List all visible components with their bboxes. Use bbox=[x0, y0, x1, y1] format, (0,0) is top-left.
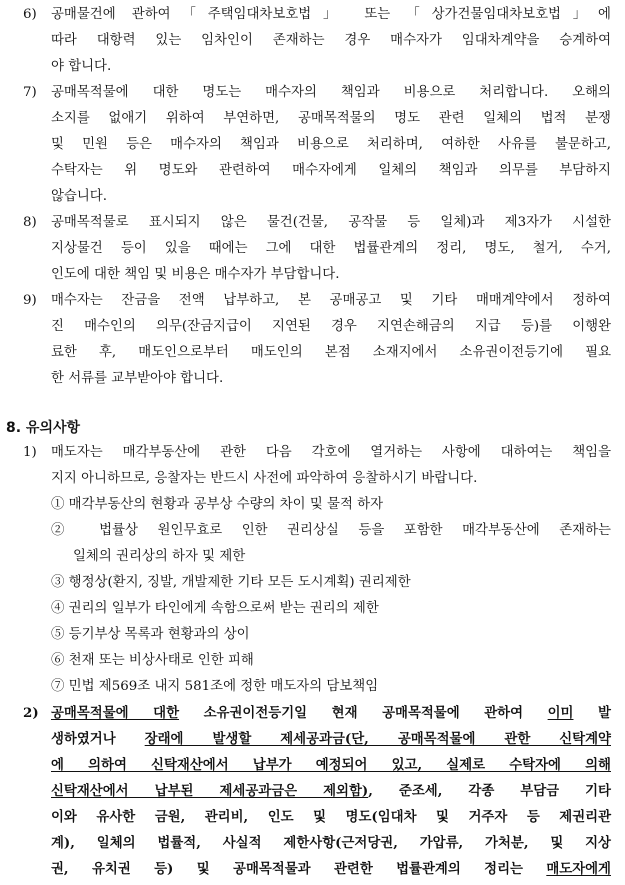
clause-6: ⑥ 천재 또는 비상사태로 인한 피해 bbox=[51, 653, 254, 668]
item-6-line-3: 야 합니다. bbox=[51, 59, 112, 74]
section-heading: 8. 유의사항 bbox=[6, 420, 81, 436]
item-9-line-4: 한 서류를 교부받아야 합니다. bbox=[51, 371, 224, 386]
notice-2-line-7 bbox=[51, 860, 611, 878]
item-6-line-1: 공매물건에 관하여「주택임대차보호법」 또는 「상가건물임대차보호법」에 bbox=[51, 7, 611, 22]
notice-2-underline-1: 공매목적물에 대한 bbox=[51, 705, 180, 721]
item-8-line-3: 인도에 대한 책임 및 비용은 매수자가 부담합니다. bbox=[51, 267, 340, 282]
item-7-line-4: 수탁자는 위 명도와 관련하여 매수자에게 일체의 책임과 의무를 부담하지 bbox=[51, 163, 611, 178]
clause-3: ③ 행정상(환지, 징발, 개발제한 기타 모든 도시계획) 권리제한 bbox=[51, 575, 411, 590]
notice-2-underline-2: 이미 bbox=[547, 705, 574, 721]
notice-2-underline-5: 매도자에게 bbox=[546, 861, 611, 877]
item-9-line-2: 진 매수인의 의무(잔금지급이 지연된 경우 지연손해금의 지급 등)를 이행완 bbox=[51, 319, 611, 334]
item-9-line-1: 매수자는 잔금을 전액 납부하고, 본 공매공고 및 기타 매매계약에서 정하여 bbox=[51, 293, 611, 308]
item-6-number: 6) bbox=[23, 7, 37, 22]
notice-2-text-1: 소유권이전등기일 현재 공매목적물에 관하여 bbox=[179, 705, 548, 721]
notice-2-line-6: 계), 일체의 법률적, 사실적 제한사항(근저당권, 가압류, 가처분, 및 지상 bbox=[51, 835, 611, 851]
clause-2-line-1: ② 법률상 원인무효로 인한 권리상실 등을 포함한 매각부동산에 존재하는 bbox=[51, 523, 611, 538]
item-9-line-3: 료한 후, 매도인으로부터 매도인의 본점 소재지에서 소유권이전등기에 필요 bbox=[51, 345, 611, 360]
item-7-line-2: 소지를 없애기 위하여 부연하면, 공매목적물의 명도 관련 일체의 법적 분쟁 bbox=[51, 111, 611, 126]
notice-1-line-2: 지지 아니하므로, 응찰자는 반드시 사전에 파악하여 응찰하시기 바랍니다. bbox=[51, 471, 478, 486]
notice-1-number: 1) bbox=[23, 445, 37, 460]
item-7-line-3: 및 민원 등은 매수자의 책임과 비용으로 처리하며, 여하한 사유를 불문하고, bbox=[51, 137, 611, 152]
notice-2-line-3: 에 의하여 신탁재산에서 납부가 예정되어 있고, 실제로 수탁자에 의해 bbox=[51, 757, 611, 773]
notice-2-underline-3: 장래에 발생할 제세공과금(단, 공매목적물에 관한 신탁계약 bbox=[144, 731, 611, 747]
item-8-line-1: 공매목적물로 표시되지 않은 물건(건물, 공작물 등 일체)과 제3자가 시설한 bbox=[51, 215, 611, 230]
item-7-number: 7) bbox=[23, 85, 37, 100]
clause-7: ⑦ 민법 제569조 내지 581조에 정한 매도자의 담보책임 bbox=[51, 679, 379, 694]
notice-2-text-5: 권, 유치권 등) 및 공매목적물과 관련한 법률관계의 정리는 bbox=[51, 861, 547, 877]
item-8-line-2: 지상물건 등이 있을 때에는 그에 대한 법률관계의 정리, 명도, 철거, 수거, bbox=[51, 241, 611, 256]
notice-2-number: 2) bbox=[23, 705, 39, 721]
notice-2-line-4 bbox=[51, 782, 611, 800]
item-7-line-1: 공매목적물에 대한 명도는 매수자의 책임과 비용으로 처리합니다. 오해의 bbox=[51, 85, 611, 100]
notice-2-space bbox=[116, 731, 145, 747]
item-8-number: 8) bbox=[23, 215, 37, 230]
notice-2-line-1 bbox=[51, 704, 611, 722]
notice-2-line-2 bbox=[51, 730, 611, 748]
notice-2-text-2: 발 bbox=[573, 705, 611, 721]
notice-2-underline-4: 신탁재산에서 납부된 제세공과금은 제외함) bbox=[51, 783, 369, 799]
item-6-line-2: 따라 대항력 있는 임차인이 존재하는 경우 매수자가 임대차계약을 승계하여 bbox=[51, 33, 611, 48]
item-7-line-5: 않습니다. bbox=[51, 189, 107, 204]
notice-2-line-5: 이와 유사한 금원, 관리비, 인도 및 명도(임대차 및 거주자 등 제권리관 bbox=[51, 809, 611, 825]
notice-2-text-3: 생하였거나 bbox=[51, 731, 116, 747]
item-9-number: 9) bbox=[23, 293, 37, 308]
notice-1-line-1: 매도자는 매각부동산에 관한 다음 각호에 열거하는 사항에 대하여는 책임을 bbox=[51, 445, 611, 460]
clause-2-line-2: 일체의 권리상의 하자 및 제한 bbox=[73, 549, 246, 564]
clause-1: ① 매각부동산의 현황과 공부상 수량의 차이 및 물적 하자 bbox=[51, 497, 384, 512]
clause-4: ④ 권리의 일부가 타인에게 속함으로써 받는 권리의 제한 bbox=[51, 601, 379, 616]
notice-2-text-4: , 준조세, 각종 부담금 기타 bbox=[368, 783, 611, 799]
clause-5: ⑤ 등기부상 목록과 현황과의 상이 bbox=[51, 627, 250, 642]
